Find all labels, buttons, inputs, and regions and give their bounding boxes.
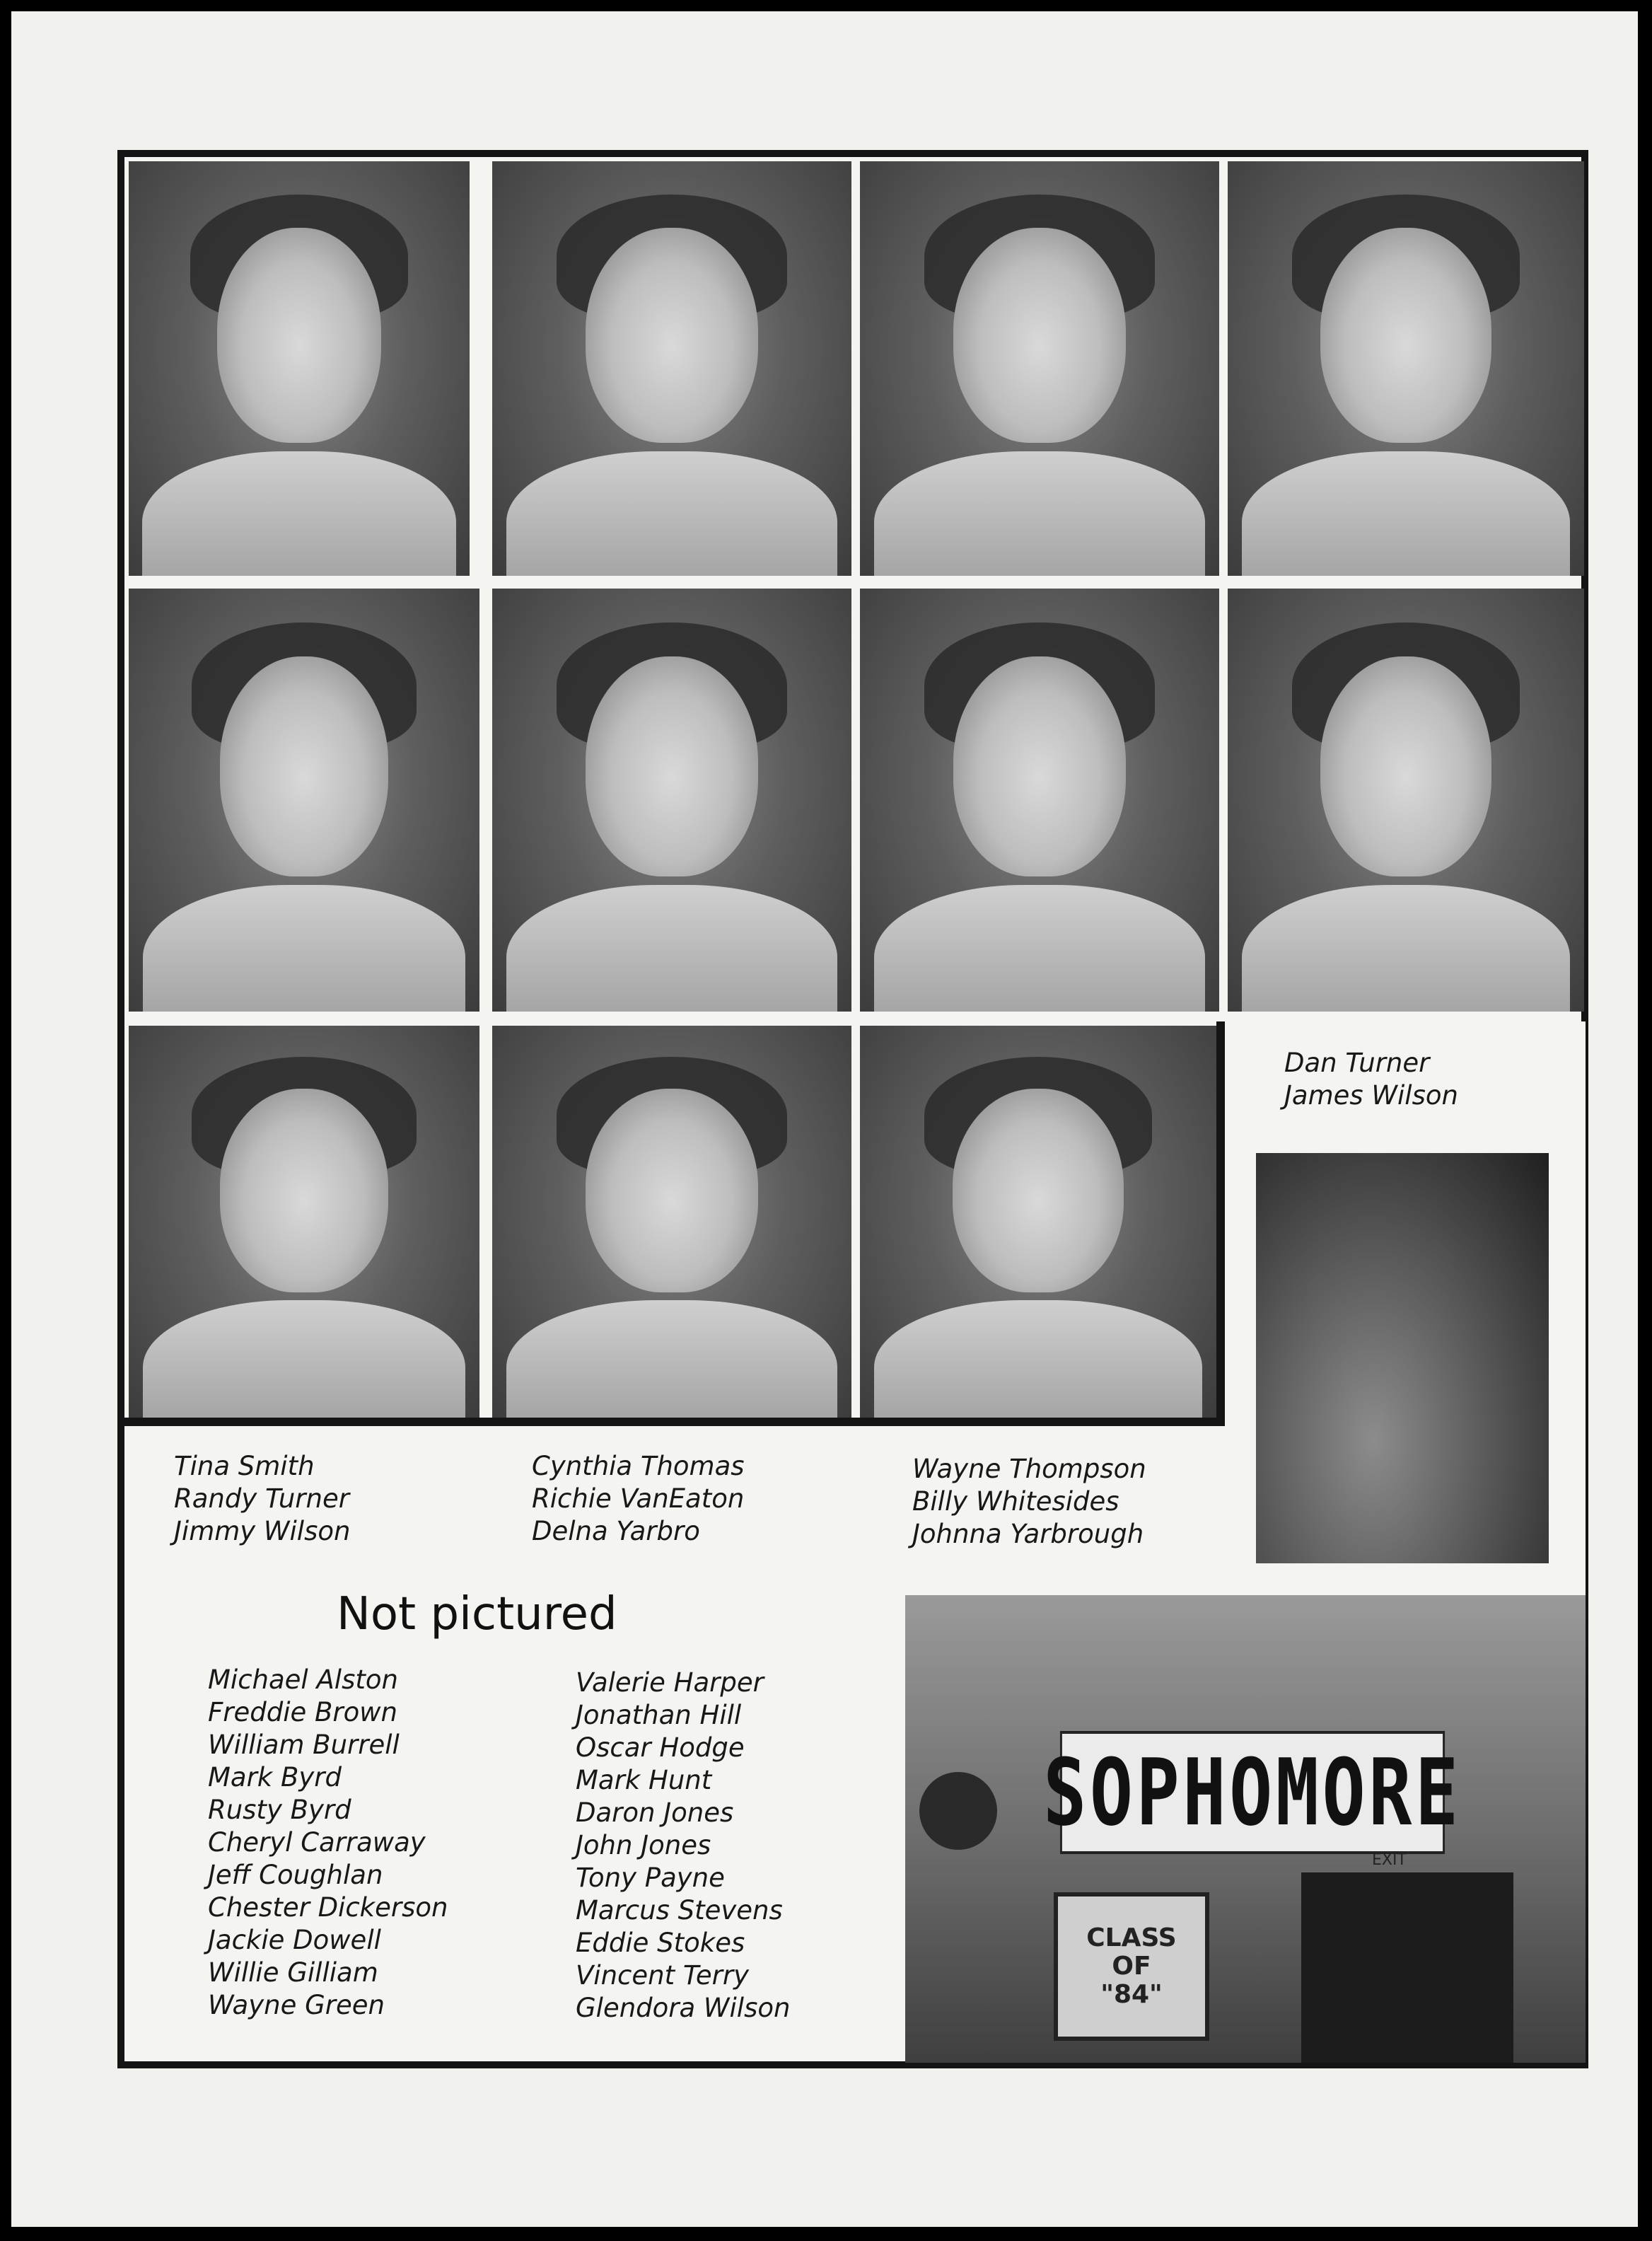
portrait-photo bbox=[492, 161, 851, 576]
student-name: Cheryl Carraway bbox=[208, 1827, 426, 1858]
divider bbox=[124, 1418, 1225, 1426]
student-name: Eddie Stokes bbox=[576, 1928, 745, 1958]
caption-column-3 bbox=[912, 1453, 1146, 1551]
portrait-photo bbox=[492, 589, 851, 1012]
photo-frame bbox=[117, 150, 1588, 2068]
portrait-photo bbox=[492, 1026, 851, 1418]
portrait-photo bbox=[860, 161, 1219, 576]
portrait-photo bbox=[860, 1026, 1216, 1418]
yearbook-page bbox=[11, 11, 1638, 2227]
student-name: Jackie Dowell bbox=[208, 1925, 381, 1955]
student-name: Oscar Hodge bbox=[576, 1732, 745, 1763]
student-name: Jeff Coughlan bbox=[208, 1860, 383, 1890]
sophomore-banner-photo bbox=[905, 1595, 1586, 2063]
portrait-photo bbox=[1228, 161, 1584, 576]
side-names bbox=[1284, 1047, 1458, 1112]
student-name: James Wilson bbox=[1284, 1080, 1458, 1111]
student-name: Wayne Green bbox=[208, 1990, 385, 2020]
candid-photo bbox=[1256, 1153, 1549, 1563]
student-name: Michael Alston bbox=[208, 1664, 398, 1695]
caption-column-1 bbox=[174, 1450, 350, 1548]
student-name: Jonathan Hill bbox=[576, 1700, 742, 1730]
student-name: Jimmy Wilson bbox=[174, 1516, 351, 1546]
student-name: Mark Byrd bbox=[208, 1762, 342, 1793]
doorway bbox=[1301, 1872, 1513, 2063]
class-sign-line: "84" bbox=[1100, 1980, 1163, 2009]
student-name: Vincent Terry bbox=[576, 1960, 749, 1991]
not-pictured-column-2 bbox=[576, 1667, 790, 2025]
student-name: Richie VanEaton bbox=[532, 1483, 745, 1514]
student-name: Billy Whitesides bbox=[912, 1486, 1119, 1517]
not-pictured-column-1 bbox=[208, 1664, 448, 2022]
divider bbox=[1216, 1021, 1225, 1426]
student-name: Glendora Wilson bbox=[576, 1993, 791, 2023]
portrait-photo bbox=[860, 589, 1219, 1012]
class-sign-line: OF bbox=[1112, 1952, 1151, 1981]
decoration bbox=[919, 1772, 997, 1850]
student-name: John Jones bbox=[576, 1830, 711, 1860]
student-name: Valerie Harper bbox=[576, 1667, 764, 1698]
not-pictured-title: Not pictured bbox=[337, 1588, 617, 1640]
student-name: Delna Yarbro bbox=[532, 1516, 700, 1546]
student-name: Marcus Stevens bbox=[576, 1895, 783, 1926]
portrait-photo bbox=[129, 589, 479, 1012]
class-sign-line: CLASS bbox=[1086, 1923, 1177, 1952]
portrait-photo bbox=[129, 1026, 479, 1418]
student-name: Freddie Brown bbox=[208, 1697, 397, 1727]
student-name: Tina Smith bbox=[174, 1451, 315, 1481]
caption-column-2 bbox=[532, 1450, 745, 1548]
student-name: Chester Dickerson bbox=[208, 1892, 448, 1923]
student-name: Willie Gilliam bbox=[208, 1957, 378, 1988]
student-name: Cynthia Thomas bbox=[532, 1451, 745, 1481]
student-name: Rusty Byrd bbox=[208, 1795, 351, 1825]
student-name: Dan Turner bbox=[1284, 1048, 1430, 1078]
sophomore-sign: SOPHOMORE bbox=[1060, 1731, 1445, 1854]
portrait-photo bbox=[129, 161, 470, 576]
class-of-84-sign bbox=[1054, 1892, 1209, 2041]
student-name: William Burrell bbox=[208, 1730, 400, 1760]
exit-sign: EXIT bbox=[1372, 1851, 1407, 1869]
student-name: Daron Jones bbox=[576, 1797, 734, 1828]
student-name: Wayne Thompson bbox=[912, 1454, 1146, 1484]
student-name: Tony Payne bbox=[576, 1863, 725, 1893]
student-name: Johnna Yarbrough bbox=[912, 1519, 1144, 1549]
portrait-photo bbox=[1228, 589, 1584, 1012]
student-name: Randy Turner bbox=[174, 1483, 349, 1514]
student-name: Mark Hunt bbox=[576, 1765, 712, 1795]
